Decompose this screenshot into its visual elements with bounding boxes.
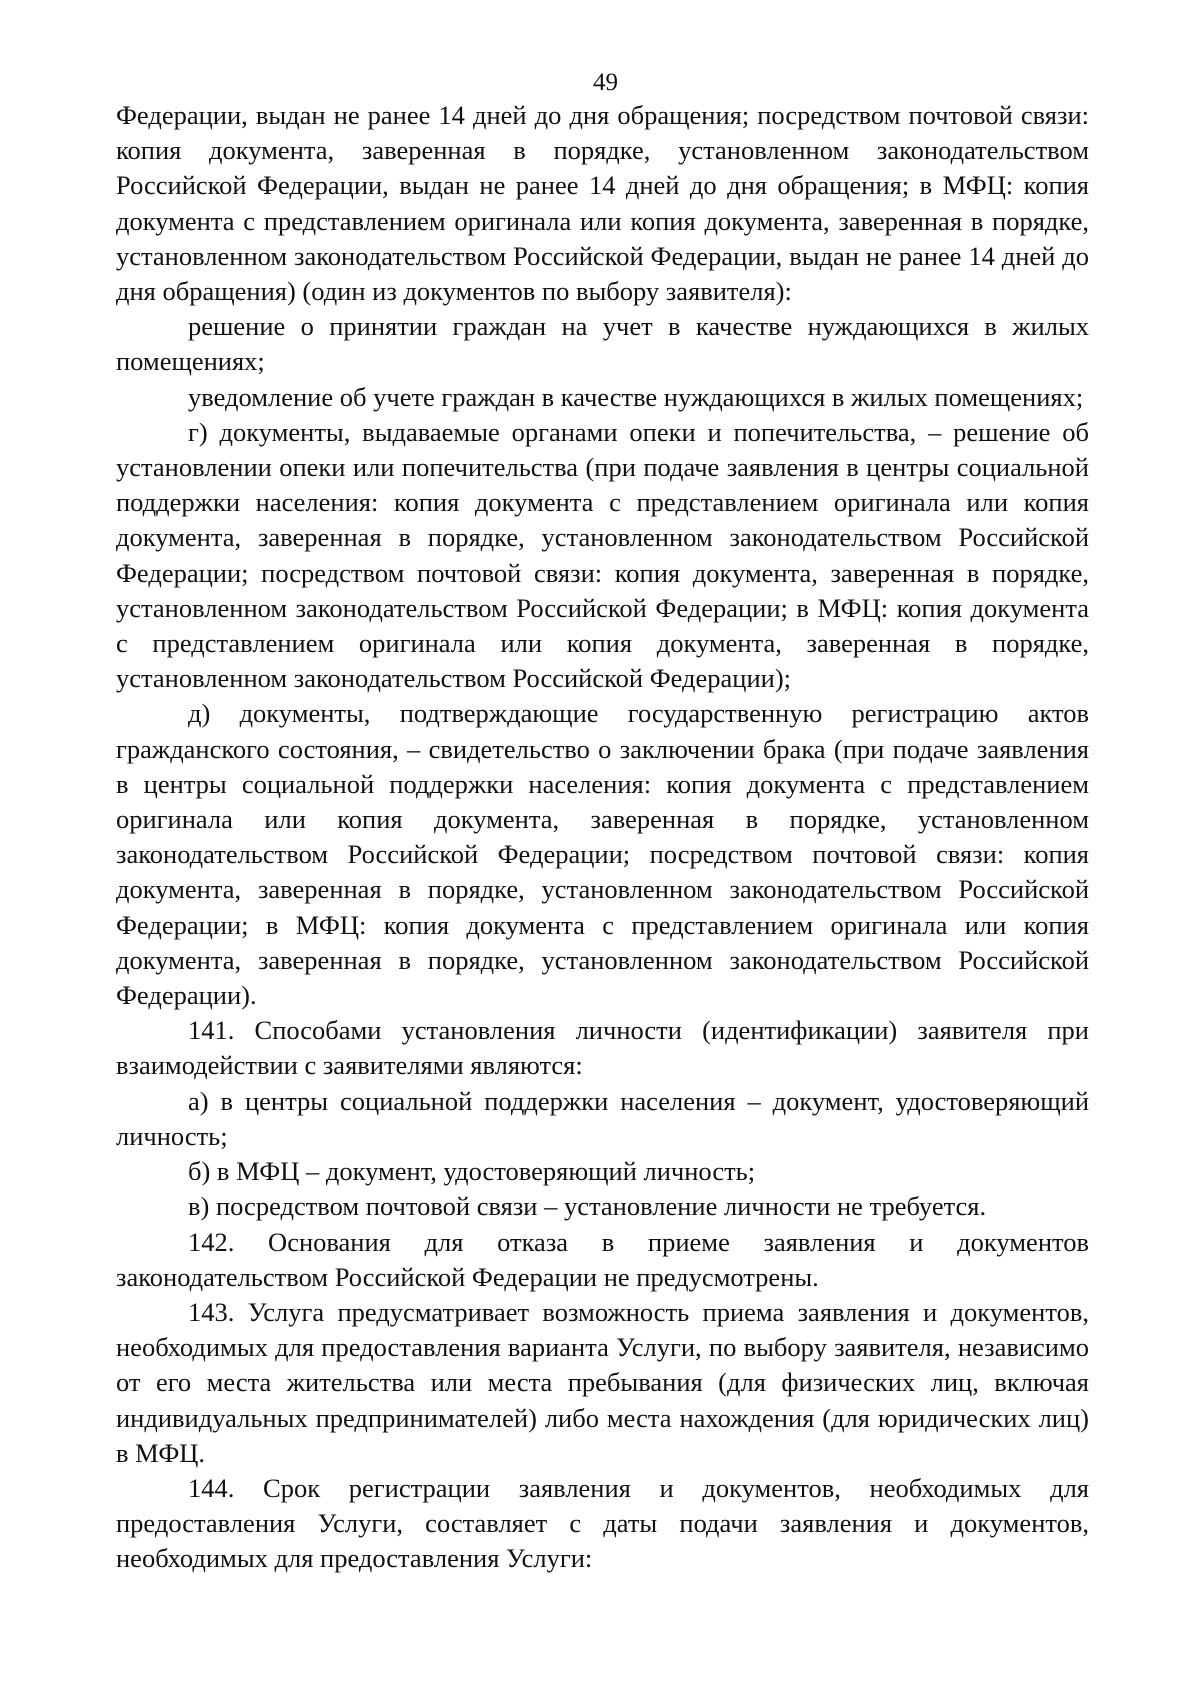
paragraph: г) документы, выдаваемые органами опеки и попечительства, – решение об установлении опеки или попечительства (при подаче заявления в центры социальной поддержки населения: копия документа с представлением оригинала или копия документа, заверенная в порядке, установленном законодательством Российской Федерации; посредством почтовой связи: копия документа, заверенная в порядке, установленном законодательством Российской Федерации; в МФЦ: копия документа с представлением оригинала или копия документа, заверенная в порядке, установленном законодательством Российской Федерации); (116, 416, 1089, 694)
paragraph: б) в МФЦ – документ, удостоверяющий личность; (188, 1156, 756, 1187)
paragraph: Федерации, выдан не ранее 14 дней до дня обращения; посредством почтовой связи: копия документа, заверенная в порядке, установленном законодательством Российской Федерации, выдан не ранее 14 дней до дня обращения; в МФЦ: копия документа с представлением оригинала или копия документа, заверенная в порядке, установленном законодательством Российской Федерации, выдан не ранее 14 дней до дня обращения) (один из документов по выбору заявителя): (116, 100, 1089, 307)
paragraph: в) посредством почтовой связи – установление личности не требуется. (188, 1191, 987, 1222)
document-body (116, 98, 1089, 1577)
page-number: 49 (593, 69, 618, 96)
paragraph: 141. Способами установления личности (идентификации) заявителя при взаимодействии с заявителями являются: (116, 1015, 1089, 1081)
paragraph: д) документы, подтверждающие государственную регистрацию актов гражданского состояния, – свидетельство о заключении брака (при подаче заявления в центры социальной поддержки населения: копия документа с представлением оригинала или копия документа, заверенная в порядке, установленном законодательством Российской Федерации; посредством почтовой связи: копия документа, заверенная в порядке, установленном законодательством Российской Федерации; в МФЦ: копия документа с представлением оригинала или копия документа, заверенная в порядке, установленном законодательством Российской Федерации). (116, 698, 1089, 1011)
paragraph: 144. Срок регистрации заявления и документов, необходимых для предоставления Услуги, составляет с даты подачи заявления и документов, необходимых для предоставления Услуги: (116, 1472, 1089, 1574)
document-page (116, 68, 1089, 1577)
paragraph: 142. Основания для отказа в приеме заявления и документов законодательством Российской Федерации не предусмотрены. (116, 1226, 1089, 1292)
paragraph: 143. Услуга предусматривает возможность приема заявления и документов, необходимых для предоставления варианта Услуги, по выбору заявителя, независимо от его места жительства или места пребывания (для физических лиц, включая индивидуальных предпринимателей) либо места нахождения (для юридических лиц) в МФЦ. (116, 1296, 1089, 1468)
paragraph: а) в центры социальной поддержки населения – документ, удостоверяющий личность; (116, 1085, 1089, 1151)
paragraph: уведомление об учете граждан в качестве нуждающихся в жилых помещениях; (188, 381, 1084, 412)
paragraph: решение о принятии граждан на учет в качестве нуждающихся в жилых помещениях; (116, 311, 1089, 377)
